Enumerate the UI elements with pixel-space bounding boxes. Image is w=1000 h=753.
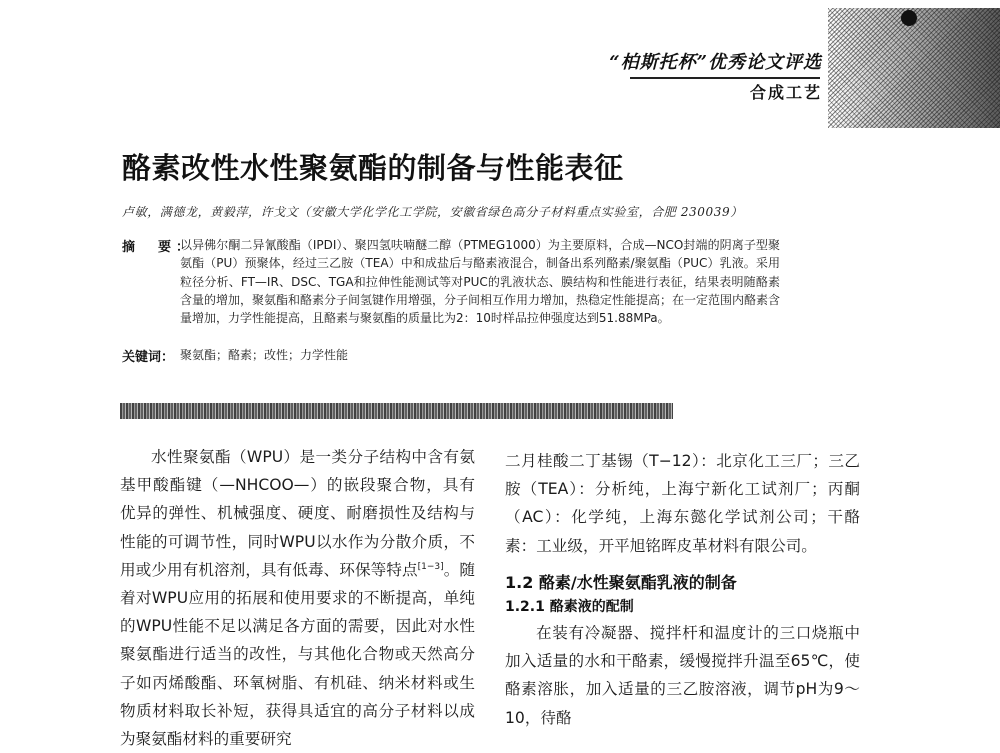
section-heading-1-2-1: 1.2.1 酪素液的配制 xyxy=(505,599,634,615)
materials-paragraph: 二月桂酸二丁基锡（T−12）：北京化工三厂；三乙胺（TEA）：分析纯，上海宁新化工试剂厂；丙酮（AC）：化学纯，上海东懿化学试剂公司；干酪素：工业级，开平旭铭晖皮革材料有限公司。 xyxy=(505,452,860,555)
method-paragraph: 在装有冷凝器、搅拌杆和温度计的三口烧瓶中加入适量的水和干酪素，缓慢搅拌升温至65℃，使酪素溶胀，加入适量的三乙胺溶液，调节pH为9～10，待酪 xyxy=(505,624,860,727)
scan-noise-corner xyxy=(828,8,1000,128)
author-line: 卢敏，满德龙，黄毅萍，许戈文（安徽大学化学化工学院，安徽省绿色高分子材料重点实验室，合肥 230039） xyxy=(122,205,743,219)
series-title: “柏斯托杯”优秀论文评选 xyxy=(609,52,822,73)
section-divider-bar xyxy=(120,403,673,419)
keywords-label: 关键词： xyxy=(122,350,175,365)
article-title: 酪素改性水性聚氨酯的制备与性能表征 xyxy=(122,151,624,185)
intro-paragraph xyxy=(120,443,475,753)
header-rule xyxy=(630,77,820,79)
citation: [1−3] xyxy=(417,561,444,572)
intro-text-a: 水性聚氨酯（WPU）是一类分子结构中含有氨基甲酸酯键（—NHCOO—）的嵌段聚合物，具有优异的弹性、机械强度、硬度、耐磨损性及结构与性能的可调节性，同时WPU以水作为分散介质，不用或少用有机溶剂，具有低毒、环保等特点 xyxy=(120,448,475,579)
section-label: 合成工艺 xyxy=(749,83,822,102)
abstract-text: 以异佛尔酮二异氰酸酯（IPDI）、聚四氢呋喃醚二醇（PTMEG1000）为主要原料，合成—NCO封端的阴离子型聚氨酯（PU）预聚体，经过三乙胺（TEA）中和成盐后与酪素液混合，制备出系列酪素/聚氨酯（PUC）乳液。采用粒径分析、FT—IR、DSC、TGA和拉伸性能测试等对PUC的乳液状态、膜结构和性能进行表征，结果表明随酪素含量的增加，聚氨酯和酪素分子间氢键作用增强，分子间相互作用力增加，热稳定性能提高；在一定范围内酪素含量增加，力学性能提高，且酪素与聚氨酯的质量比为2：10时样品拉伸强度达到51.88MPa。 xyxy=(180,238,781,326)
page-marker-dot xyxy=(901,10,917,26)
section-heading-1-2: 1.2 酪素/水性聚氨酯乳液的制备 xyxy=(505,573,737,592)
keywords-text: 聚氨酯；酪素；改性；力学性能 xyxy=(180,348,349,362)
abstract-label: 摘 要： xyxy=(122,240,195,255)
intro-text-b: 。随着对WPU应用的拓展和使用要求的不断提高，单纯的WPU性能不足以满足各方面的需要，因此对水性聚氨酯进行适当的改性，与其他化合物或天然高分子如丙烯酸酯、环氧树脂、有机硅、纳米材料或生物质材料取长补短，获得具适宜的高分子材料以成为聚氨酯材料的重要研究 xyxy=(120,560,475,749)
